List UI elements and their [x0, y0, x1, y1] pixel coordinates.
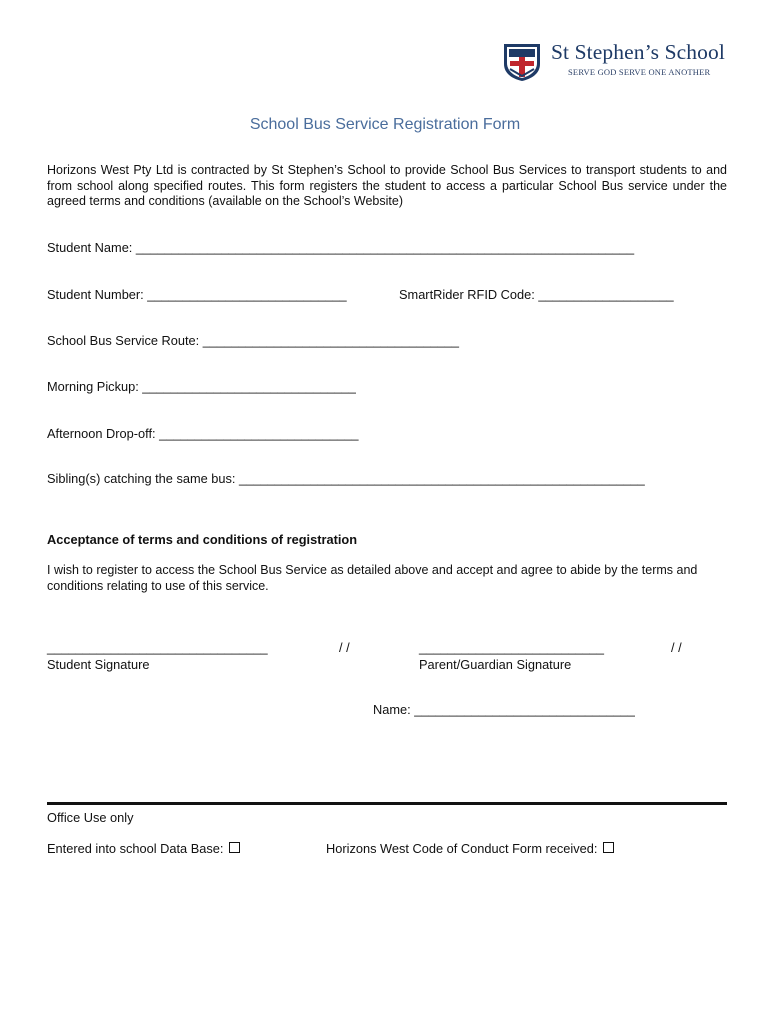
- smartrider-code-field[interactable]: SmartRider RFID Code: ___________________: [399, 287, 674, 302]
- conduct-form-checkbox[interactable]: [603, 842, 614, 853]
- intro-paragraph: Horizons West Pty Ltd is contracted by St Stephen’s School to provide School Bus Services to transport students to and from school along specified routes. This form registers the student to access a particular School Bus service under the agreed terms and conditions (available on the School’s Website): [47, 163, 727, 208]
- entered-database-label: Entered into school Data Base:: [47, 841, 224, 856]
- conduct-form-row: [326, 841, 614, 856]
- student-number-field[interactable]: Student Number: ____________________________: [47, 287, 347, 302]
- school-motto: SERVE GOD SERVE ONE ANOTHER: [568, 67, 711, 77]
- parent-signature-line[interactable]: __________________________: [419, 640, 605, 655]
- acceptance-heading: Acceptance of terms and conditions of registration: [47, 532, 358, 547]
- school-crest-logo: [502, 42, 542, 82]
- conduct-form-label: Horizons West Code of Conduct Form received:: [326, 841, 598, 856]
- morning-pickup-field[interactable]: Morning Pickup: ______________________________: [47, 379, 356, 394]
- office-divider: [47, 802, 727, 805]
- siblings-field[interactable]: Sibling(s) catching the same bus: _________________________________________________________: [47, 471, 645, 486]
- entered-database-checkbox[interactable]: [229, 842, 240, 853]
- bus-route-field[interactable]: School Bus Service Route: ____________________________________: [47, 333, 459, 348]
- student-date-field[interactable]: / /: [339, 640, 350, 655]
- student-name-field[interactable]: Student Name: ______________________________________________________________________: [47, 240, 635, 255]
- school-name: St Stephen’s School: [551, 40, 725, 64]
- parent-signature-label: Parent/Guardian Signature: [419, 657, 572, 672]
- afternoon-dropoff-field[interactable]: Afternoon Drop-off: ____________________________: [47, 426, 359, 441]
- form-title: School Bus Service Registration Form: [249, 116, 521, 133]
- parent-date-field[interactable]: / /: [671, 640, 682, 655]
- student-signature-label: Student Signature: [47, 657, 150, 672]
- parent-name-field[interactable]: Name: _______________________________: [373, 702, 635, 717]
- office-use-heading: Office Use only: [47, 810, 134, 825]
- entered-database-row: [47, 841, 240, 856]
- acceptance-text: I wish to register to access the School Bus Service as detailed above and accept and agree to abide by the terms and conditions relating to use of this service.: [47, 563, 698, 593]
- student-signature-line[interactable]: _______________________________: [47, 640, 268, 655]
